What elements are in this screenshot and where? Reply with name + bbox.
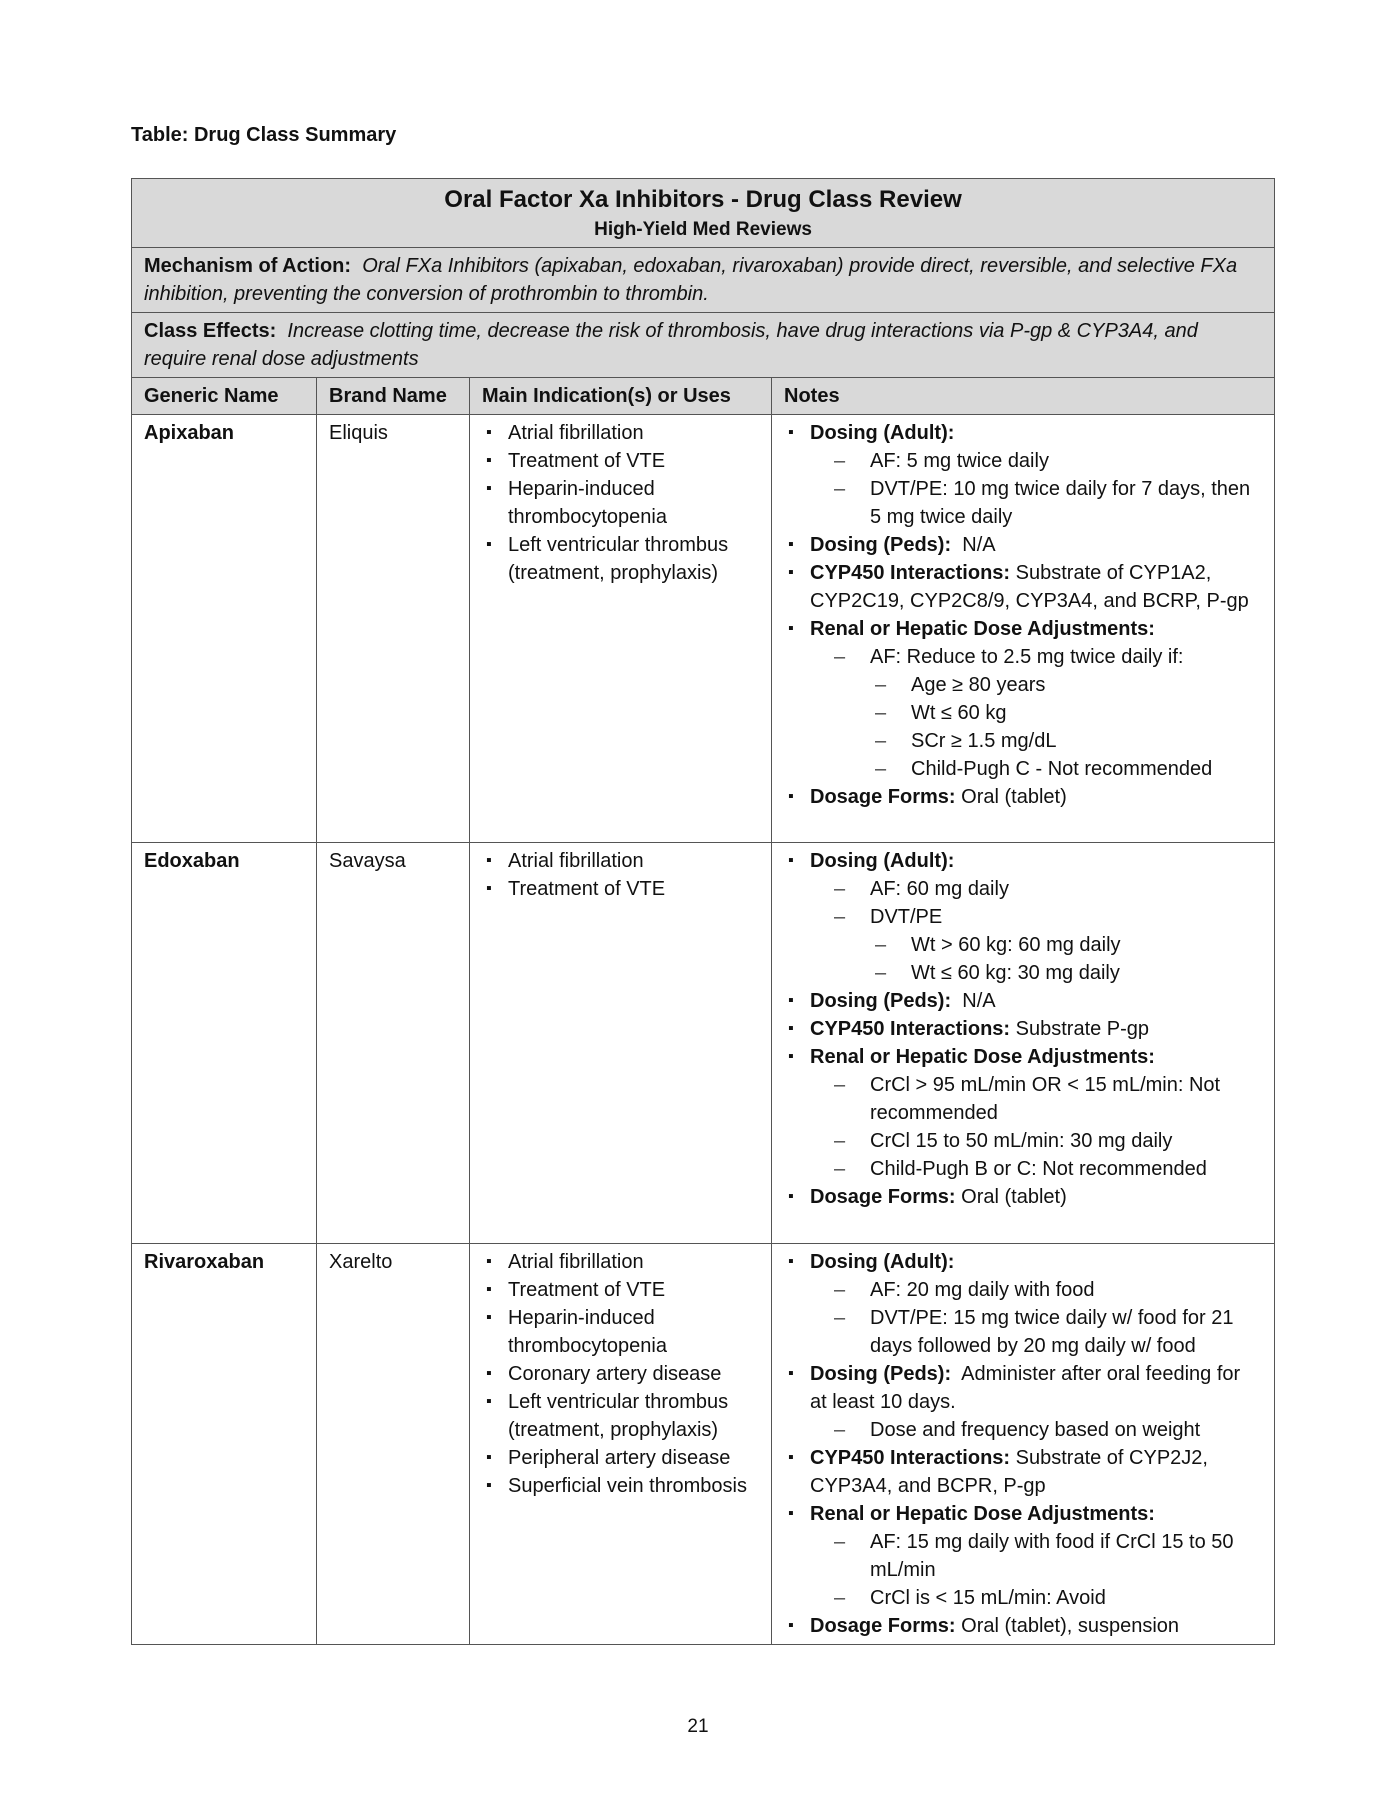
sub-sub-list [870,931,1262,987]
list-item: ▪ Heparin-induced thrombocytopenia [482,1304,759,1360]
notes-cell [772,1244,1275,1645]
notes-label: Dosing (Peds): [810,1363,952,1385]
notes-label: Dosage Forms: [810,1186,956,1208]
list-item: ▪ Superficial vein thrombosis [482,1472,759,1500]
notes-label: Renal or Hepatic Dose Adjustments: [810,1046,1155,1068]
list-item [784,1043,1262,1183]
notes-text: DVT/PE [870,906,943,928]
list-item: – AF: 5 mg twice daily [810,447,1262,475]
generic-name: Apixaban [132,415,317,843]
list-item [784,847,1262,987]
header-indications: Main Indication(s) or Uses [470,378,772,415]
list-item: – DVT/PE: 15 mg twice daily w/ food for 21 days followed by 20 mg daily w/ food [810,1304,1262,1360]
list-item: – Child-Pugh C - Not recommended [870,755,1262,783]
list-item: – AF: 60 mg daily [810,875,1262,903]
list-item [784,1015,1262,1043]
notes-label: Renal or Hepatic Dose Adjustments: [810,618,1155,640]
list-item [784,987,1262,1015]
list-item: – SCr ≥ 1.5 mg/dL [870,727,1262,755]
sub-list [810,643,1262,783]
table-title: Oral Factor Xa Inhibitors - Drug Class Review [444,186,962,213]
class-effects-text: Increase clotting time, decrease the risk of thrombosis, have drug interactions via P-gp & CYP3A4, and require renal dose adjustments [144,320,1198,370]
notes-list [784,1248,1262,1640]
list-item: – Child-Pugh B or C: Not recommended [810,1155,1262,1183]
sub-list [810,1276,1262,1360]
sub-list [810,1416,1262,1444]
list-item: – CrCl is < 15 mL/min: Avoid [810,1584,1262,1612]
list-item [810,643,1262,783]
mechanism-row [132,248,1275,313]
brand-name: Eliquis [317,415,470,843]
notes-text: N/A [962,990,996,1012]
list-item: ▪ Atrial fibrillation [482,847,759,875]
notes-cell [772,843,1275,1244]
notes-text: AF: Reduce to 2.5 mg twice daily if: [870,646,1184,668]
title-row [132,179,1275,248]
notes-label: Renal or Hepatic Dose Adjustments: [810,1503,1155,1525]
list-item: – AF: 15 mg daily with food if CrCl 15 to 50 mL/min [810,1528,1262,1584]
list-item [784,531,1262,559]
sub-sub-list [870,671,1262,783]
indications-cell [470,843,772,1244]
list-item: – Wt ≤ 60 kg: 30 mg daily [870,959,1262,987]
mechanism-text: Oral FXa Inhibitors (apixaban, edoxaban, rivaroxaban) provide direct, reversible, and selective FXa inhibition, preventing the conversion of prothrombin to thrombin. [144,255,1238,305]
notes-label: CYP450 Interactions: [810,562,1011,584]
list-item [784,419,1262,531]
notes-text: N/A [962,534,996,556]
notes-list [784,847,1262,1211]
list-item: – Dose and frequency based on weight [810,1416,1262,1444]
notes-text: Substrate of CYP2J2, CYP3A4, and BCPR, P-gp [810,1447,1208,1497]
list-item [810,903,1262,987]
indications-list [482,847,759,903]
notes-label: Dosage Forms: [810,786,956,808]
notes-label: Dosing (Adult): [810,422,955,444]
page-number: 21 [687,1716,709,1737]
list-item: ▪ Treatment of VTE [482,875,759,903]
generic-name: Edoxaban [132,843,317,1244]
list-item: – CrCl 15 to 50 mL/min: 30 mg daily [810,1127,1262,1155]
list-item: – Age ≥ 80 years [870,671,1262,699]
drug-class-table [131,178,1275,1645]
sub-list [810,447,1262,531]
list-item: ▪ Left ventricular thrombus (treatment, prophylaxis) [482,531,759,587]
notes-label: Dosing (Peds): [810,990,952,1012]
mechanism-cell [132,248,1275,313]
list-item: – CrCl > 95 mL/min OR < 15 mL/min: Not recommended [810,1071,1262,1127]
notes-label: CYP450 Interactions: [810,1018,1011,1040]
list-item [784,1444,1262,1500]
class-effects-cell [132,313,1275,378]
list-item: ▪ Heparin-induced thrombocytopenia [482,475,759,531]
sub-list [810,1528,1262,1612]
notes-label: Dosing (Peds): [810,534,952,556]
table-row [132,843,1275,1244]
table-subtitle: High-Yield Med Reviews [594,219,812,240]
list-item: ▪ Treatment of VTE [482,447,759,475]
header-brand-name: Brand Name [317,378,470,415]
notes-cell [772,415,1275,843]
table-title-cell [132,179,1275,248]
column-header-row [132,378,1275,415]
list-item: – DVT/PE: 10 mg twice daily for 7 days, then 5 mg twice daily [810,475,1262,531]
list-item [784,1248,1262,1360]
list-item: – Wt ≤ 60 kg [870,699,1262,727]
indications-cell [470,1244,772,1645]
list-item: – Wt > 60 kg: 60 mg daily [870,931,1262,959]
table-row [132,415,1275,843]
mechanism-label: Mechanism of Action: [144,255,352,277]
notes-label: Dosing (Adult): [810,1251,955,1273]
indications-list [482,419,759,587]
generic-name: Rivaroxaban [132,1244,317,1645]
list-item: ▪ Left ventricular thrombus (treatment, prophylaxis) [482,1388,759,1444]
list-item [784,1360,1262,1444]
notes-list [784,419,1262,811]
notes-text: Substrate of CYP1A2, CYP2C19, CYP2C8/9, CYP3A4, and BCRP, P-gp [810,562,1249,612]
list-item [784,1183,1262,1211]
header-generic-name: Generic Name [132,378,317,415]
brand-name: Xarelto [317,1244,470,1645]
indications-cell [470,415,772,843]
notes-label: CYP450 Interactions: [810,1447,1011,1469]
notes-text: Oral (tablet) [961,786,1067,808]
notes-text: Oral (tablet) [961,1186,1067,1208]
table-row [132,1244,1275,1645]
list-item: ▪ Atrial fibrillation [482,1248,759,1276]
list-item: ▪ Atrial fibrillation [482,419,759,447]
sub-list [810,1071,1262,1183]
list-item [784,1612,1262,1640]
list-item: ▪ Peripheral artery disease [482,1444,759,1472]
class-effects-row [132,313,1275,378]
notes-label: Dosing (Adult): [810,850,955,872]
list-item [784,559,1262,615]
indications-list [482,1248,759,1500]
notes-label: Dosage Forms: [810,1615,956,1637]
list-item [784,615,1262,783]
class-effects-label: Class Effects: [144,320,277,342]
notes-text: Oral (tablet), suspension [961,1615,1180,1637]
sub-list [810,875,1262,987]
header-notes: Notes [772,378,1275,415]
list-item: ▪ Treatment of VTE [482,1276,759,1304]
brand-name: Savaysa [317,843,470,1244]
list-item [784,783,1262,811]
list-item: ▪ Coronary artery disease [482,1360,759,1388]
notes-text: Substrate P-gp [1015,1018,1150,1040]
page-heading: Table: Drug Class Summary [131,124,397,146]
list-item [784,1500,1262,1612]
list-item: – AF: 20 mg daily with food [810,1276,1262,1304]
notes-text: Administer after oral feeding for at least 10 days. [810,1363,1241,1413]
